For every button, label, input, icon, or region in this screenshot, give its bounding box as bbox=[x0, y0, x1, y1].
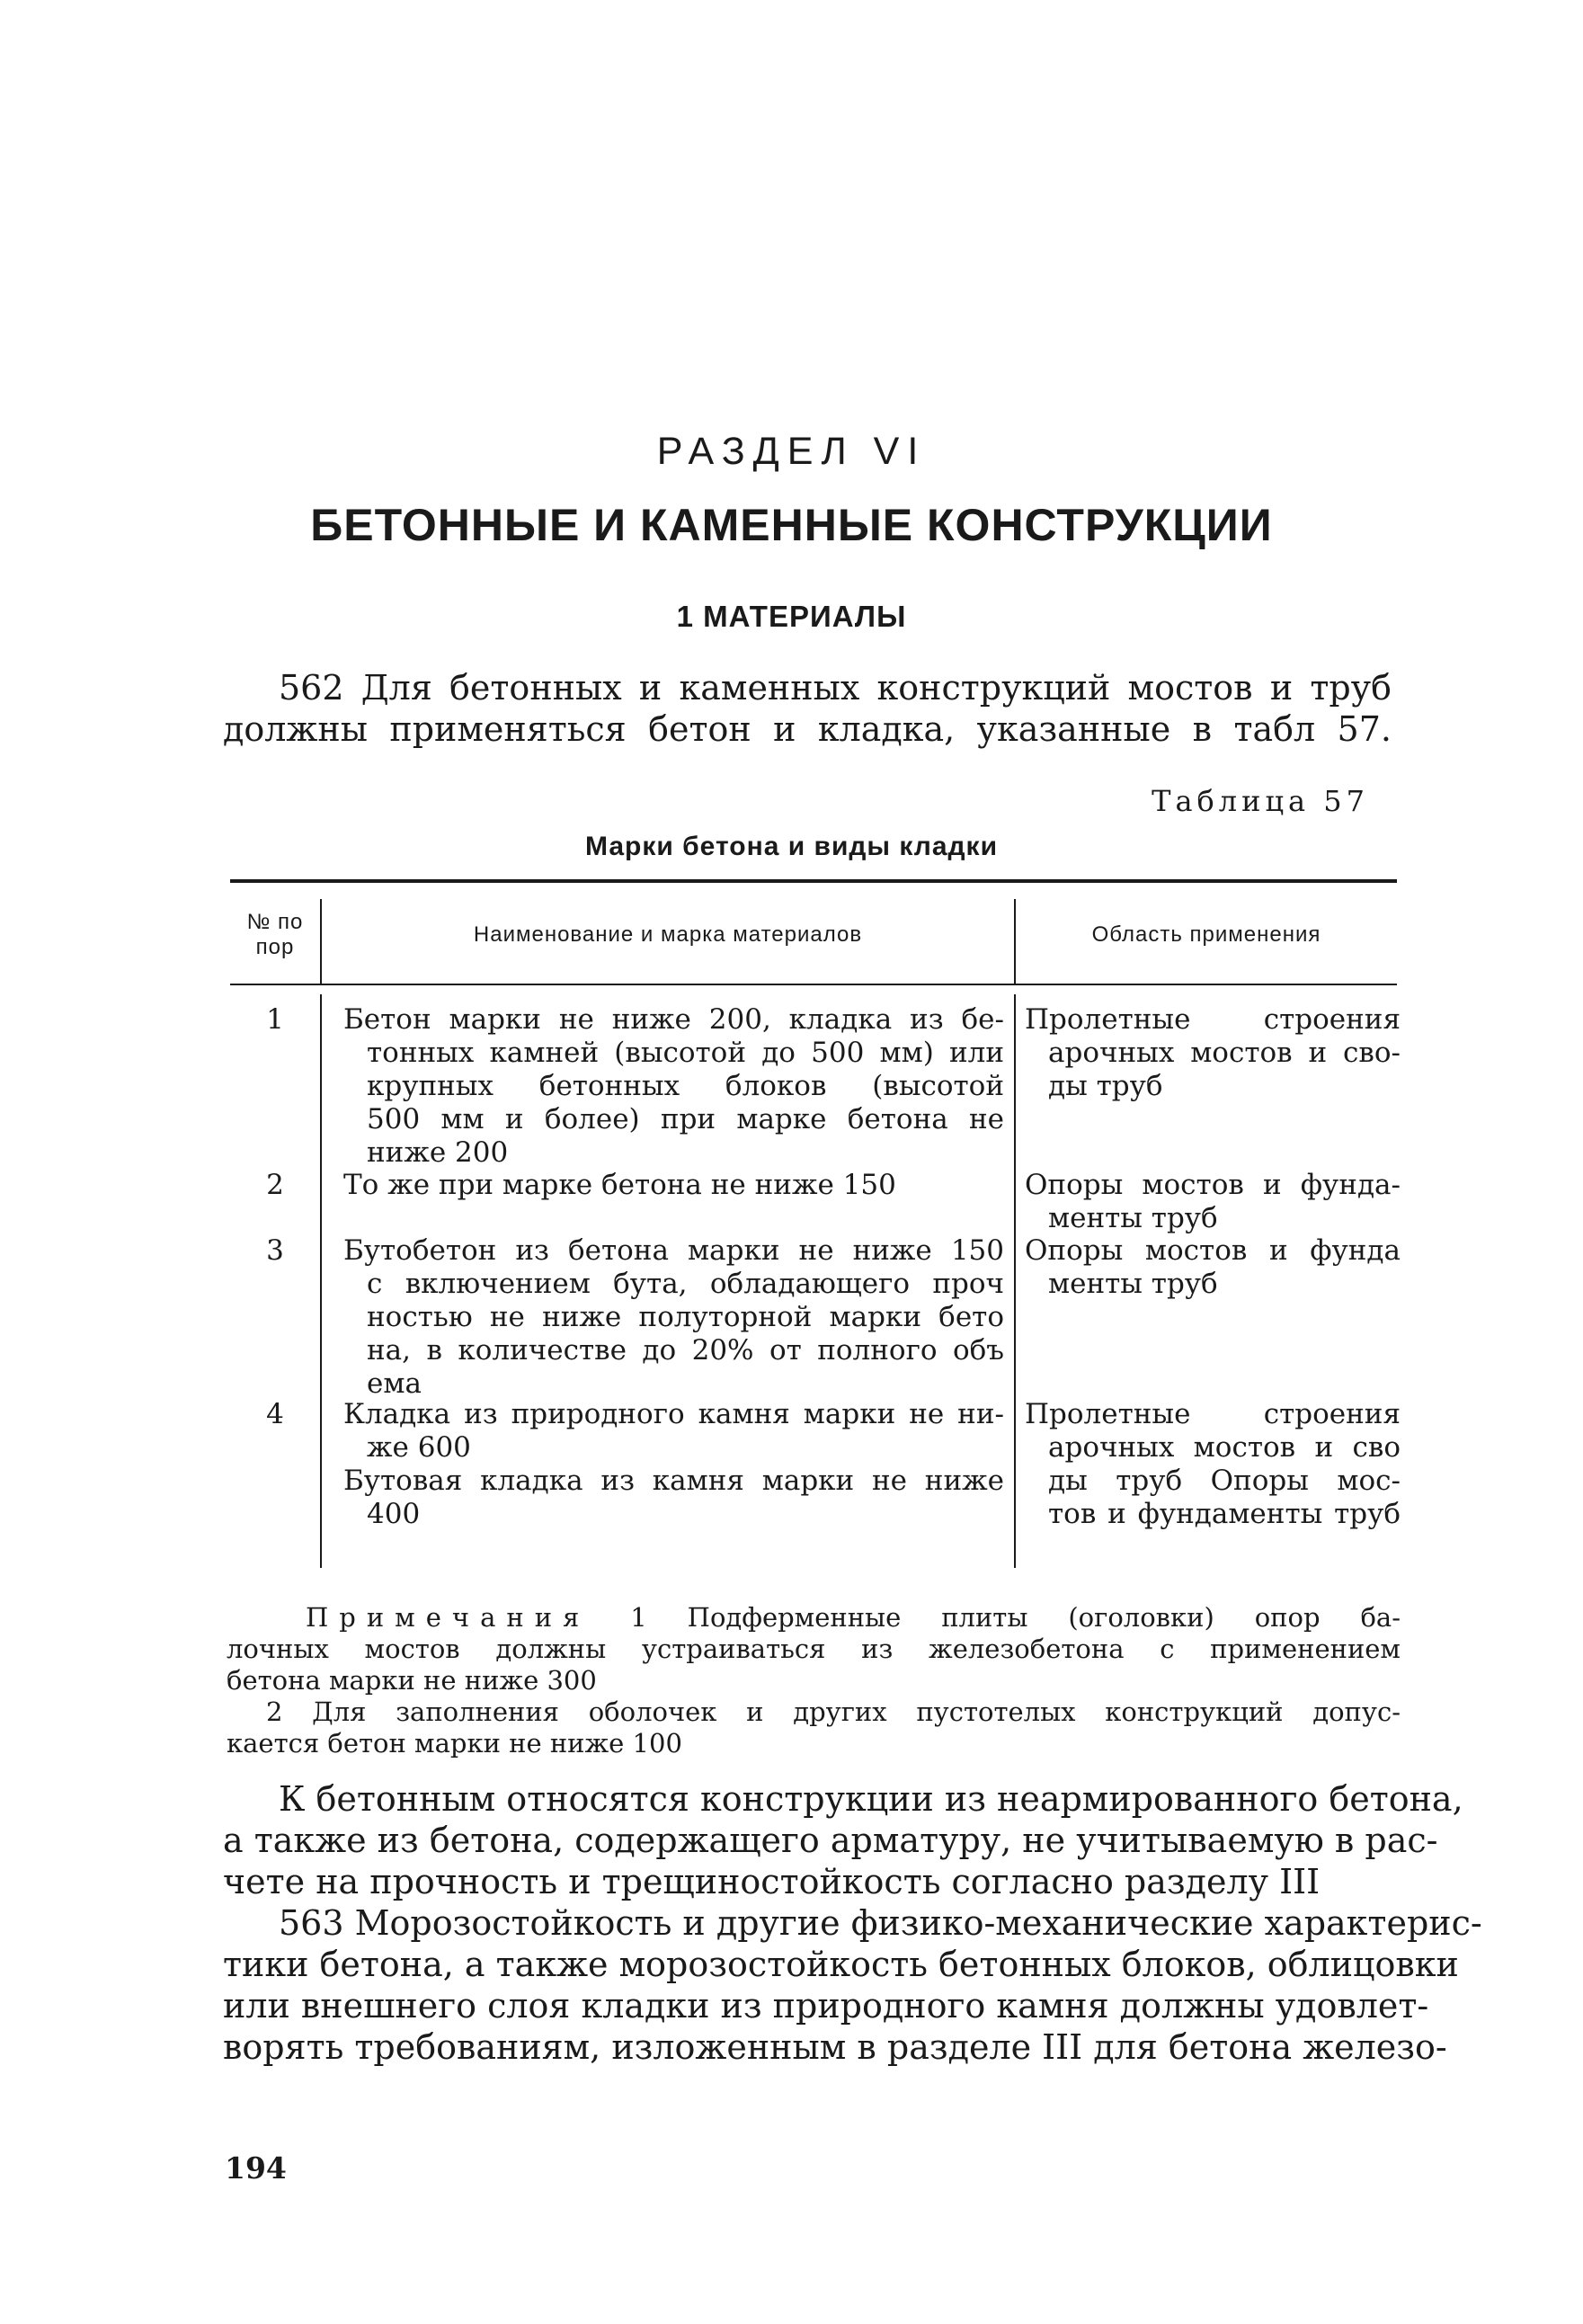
cell-line: То же при марке бетона не ниже 150 bbox=[343, 1169, 896, 1201]
table-cell-name bbox=[343, 1398, 1004, 1531]
table-cell-area bbox=[1025, 1234, 1401, 1301]
table-cell-area bbox=[1025, 1398, 1401, 1531]
section-label: РАЗДЕЛ VI bbox=[656, 430, 927, 473]
body-line: ворять требованиям, изложенным в разделе III для бетона железо- bbox=[223, 2027, 1447, 2067]
cell-line: тонных камней (высотой до 500 мм) или bbox=[367, 1037, 1004, 1069]
cell-line: арочных мостов и сво- bbox=[1048, 1037, 1401, 1069]
table-header-rule bbox=[230, 984, 1397, 985]
cell-line: арочных мостов и сво bbox=[1048, 1431, 1401, 1464]
body-paragraph bbox=[223, 1778, 1482, 2068]
body-line: а также из бетона, содержащего арматуру, не учитываемую в рас- bbox=[223, 1821, 1438, 1860]
paragraph-line: 562 Для бетонных и каменных конструкций мостов и труб bbox=[279, 668, 1392, 708]
paragraph-line: должны применяться бетон и кладка, указанные в табл 57. bbox=[223, 709, 1392, 749]
cell-line: крупных бетонных блоков (высотой bbox=[367, 1070, 1004, 1102]
body-line: чете на прочность и трещиностойкость согласно разделу III bbox=[223, 1862, 1321, 1901]
cell-line: ема bbox=[367, 1367, 422, 1400]
notes-line bbox=[306, 1602, 1401, 1634]
cell-line: Опоры мостов и фунда- bbox=[1025, 1169, 1401, 1201]
chapter-title: 1 МАТЕРИАЛЫ bbox=[676, 600, 907, 633]
table-cell-area bbox=[1025, 1169, 1401, 1235]
table-cell-name bbox=[343, 1169, 1004, 1202]
header-num-line: № по bbox=[246, 910, 304, 934]
table-header-area: Область применения bbox=[1091, 922, 1321, 947]
notes-line: бетона марки не ниже 300 bbox=[227, 1665, 597, 1696]
cell-line: менты труб bbox=[1048, 1202, 1218, 1234]
table-cell-num: 2 bbox=[266, 1169, 284, 1201]
cell-line: Бутовая кладка из камня марки не ниже bbox=[343, 1465, 1004, 1497]
cell-line: 400 bbox=[367, 1498, 421, 1530]
cell-line: Кладка из природного камня марки не ни- bbox=[343, 1398, 1004, 1430]
table-header-num bbox=[230, 910, 320, 960]
cell-line: же 600 bbox=[367, 1431, 471, 1464]
cell-line: Пролетные строения bbox=[1025, 1003, 1401, 1036]
table-header-name: Наименование и марка материалов bbox=[473, 922, 863, 947]
body-line: тики бетона, а также морозостойкость бетонных блоков, облицовки bbox=[223, 1945, 1459, 1984]
table-cell-num: 3 bbox=[266, 1234, 284, 1267]
cell-line: ды труб bbox=[1048, 1070, 1163, 1102]
header-num-line: пор bbox=[255, 935, 295, 959]
cell-line: Бетон марки не ниже 200, кладка из бе- bbox=[343, 1003, 1004, 1036]
cell-line: Пролетные строения bbox=[1025, 1398, 1401, 1430]
cell-line: менты труб bbox=[1048, 1268, 1218, 1300]
cell-line: 500 мм и более) при марке бетона не bbox=[367, 1103, 1004, 1135]
notes-heading: Примечания bbox=[306, 1602, 591, 1633]
cell-line: ды труб Опоры мос- bbox=[1048, 1465, 1401, 1497]
cell-line: с включением бута, обладающего проч bbox=[367, 1268, 1004, 1300]
table-cell-area bbox=[1025, 1003, 1401, 1103]
page-number: 194 bbox=[225, 2150, 287, 2186]
body-line: 563 Морозостойкость и другие физико-механические характерис- bbox=[279, 1903, 1482, 1943]
table-notes bbox=[227, 1602, 1401, 1759]
table-column-divider bbox=[1014, 994, 1016, 1568]
table-label: Таблица 57 bbox=[1152, 784, 1369, 818]
notes-text: 1 Подферменные плиты (оголовки) опор ба- bbox=[630, 1602, 1401, 1633]
section-title: БЕТОННЫЕ И КАМЕННЫЕ КОНСТРУКЦИИ bbox=[310, 500, 1273, 550]
body-line: К бетонным относятся конструкции из неармированного бетона, bbox=[279, 1779, 1463, 1819]
table-title: Марки бетона и виды кладки bbox=[584, 832, 999, 861]
table-cell-name bbox=[343, 1234, 1004, 1401]
table-cell-num: 1 bbox=[266, 1003, 284, 1036]
table-cell-num: 4 bbox=[266, 1398, 284, 1430]
notes-line: 2 Для заполнения оболочек и других пустотелых конструкций допус- bbox=[266, 1696, 1401, 1727]
notes-line: лочных мостов должны устраиваться из железобетона с применением bbox=[227, 1634, 1401, 1664]
notes-line: кается бетон марки не ниже 100 bbox=[227, 1728, 682, 1759]
cell-line: Опоры мостов и фунда bbox=[1025, 1234, 1401, 1267]
table-column-divider bbox=[320, 994, 322, 1568]
cell-line: Бутобетон из бетона марки не ниже 150 bbox=[343, 1234, 1004, 1267]
body-line: или внешнего слоя кладки из природного камня должны удовлет- bbox=[223, 1986, 1429, 2026]
cell-line: ностью не ниже полуторной марки бето bbox=[367, 1301, 1004, 1333]
paragraph-562 bbox=[223, 667, 1392, 750]
cell-line: на, в количестве до 20% от полного объ bbox=[367, 1334, 1004, 1367]
cell-line: ниже 200 bbox=[367, 1136, 509, 1169]
cell-line: тов и фундаменты труб bbox=[1048, 1498, 1401, 1530]
table-cell-name bbox=[343, 1003, 1004, 1170]
table-top-rule bbox=[230, 879, 1397, 883]
